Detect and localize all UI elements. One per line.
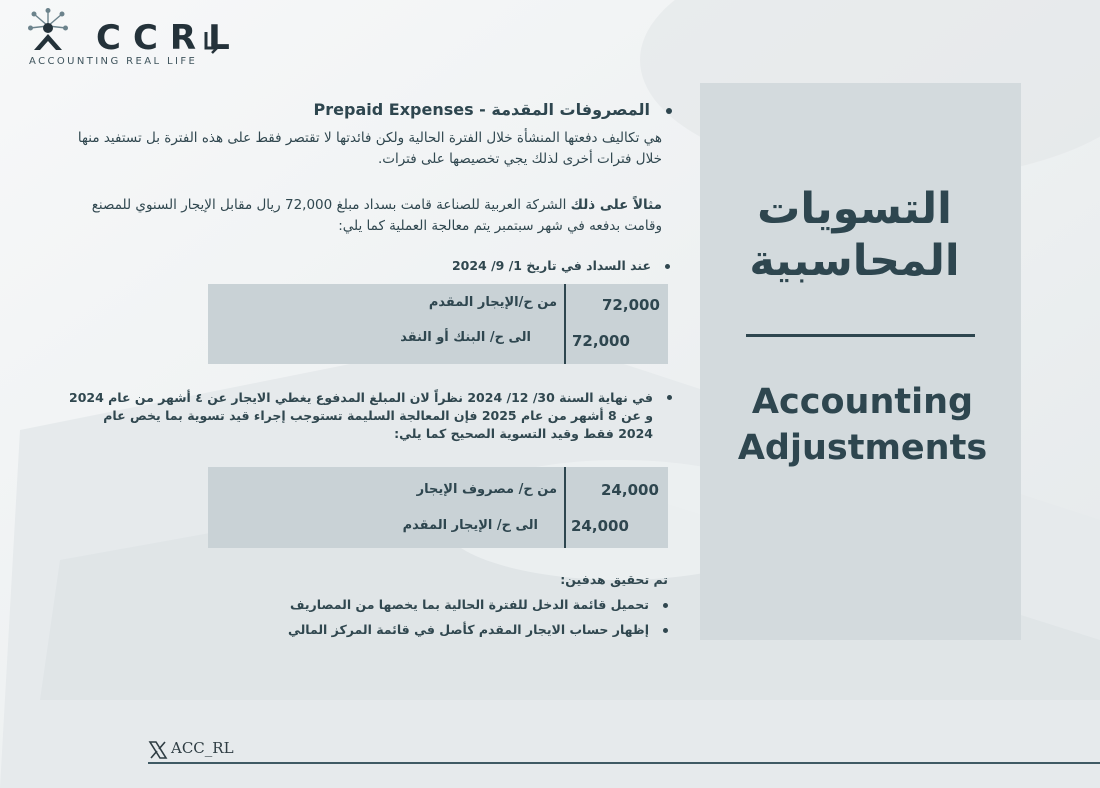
x-icon[interactable] <box>148 740 168 760</box>
bullet-dot <box>665 264 670 269</box>
entry2-credit-account: الى ح/ الإيجار المقدم <box>402 518 538 533</box>
example-text: الشركة العربية للصناعة قامت بسداد مبلغ 72,000 ريال مقابل الإيجار السنوي للمصنع وقامت بدفعه في شهر سبتمبر يتم معالجة العملية كما يلي: <box>91 197 662 234</box>
logo-wordmark: CCRL <box>96 18 242 58</box>
definition-paragraph: هي تكاليف دفعتها المنشأة خلال الفترة الحالية ولكن فائدتها لا تقتصر فقط على هذه الفترة بل تستفيد منها خلال فترات أخرى لذلك يجي تخصيصها على فترات. <box>77 130 662 167</box>
entry1-debit-account: من ح/الإيجار المقدم <box>428 295 557 310</box>
panel-title-ar-line2: المحاسبية <box>749 236 960 286</box>
example-label: مثالاً على ذلك <box>570 197 662 213</box>
section-heading <box>72 100 672 119</box>
social-handle-link[interactable]: ACC_RL <box>171 739 234 757</box>
footer-divider <box>148 762 1100 764</box>
logo-tagline: ACCOUNTING REAL LIFE <box>29 56 198 67</box>
goal-item-1 <box>290 597 668 612</box>
entry1-credit-amount: 72,000 <box>572 332 630 350</box>
section-heading-text: المصروفات المقدمة - Prepaid Expenses <box>313 100 650 119</box>
goal-item-2 <box>288 622 668 637</box>
bullet-dot <box>667 395 672 400</box>
logo-people-icon <box>28 8 98 58</box>
logo-arrow-icon <box>204 30 218 54</box>
entry2-debit-account: من ح/ مصروف الإيجار <box>416 482 557 497</box>
payment-bullet <box>70 258 670 273</box>
example-paragraph <box>62 195 662 237</box>
goal-item-2-text: إظهار حساب الايجار المقدم كأصل في قائمة المركز المالي <box>287 622 649 637</box>
accrl-logo <box>28 8 242 70</box>
bullet-dot <box>663 603 668 608</box>
bullet-dot <box>663 628 668 633</box>
goals-title: تم تحقيق هدفين: <box>560 572 668 587</box>
bullet-dot <box>666 108 672 114</box>
panel-title-en-line1: Accounting <box>751 382 974 422</box>
payment-bullet-text: عند السداد في تاريخ 1/ 9/ 2024 <box>451 258 651 273</box>
adjustment-bullet <box>67 389 672 443</box>
title-panel <box>700 83 1021 640</box>
goal-item-1-text: تحميل قائمة الدخل للفترة الحالية بما يخصها من المصاريف <box>289 597 649 612</box>
panel-title-ar-line1: التسويات <box>757 184 952 234</box>
entry1-credit-account: الى ح/ البنك أو النقد <box>400 330 531 345</box>
entry2-credit-amount: 24,000 <box>571 517 629 535</box>
panel-title-en-line2: Adjustments <box>737 428 988 468</box>
entry-divider <box>564 467 566 548</box>
entry-divider <box>564 284 566 364</box>
journal-entry-adjustment <box>208 467 668 548</box>
journal-entry-payment <box>208 284 668 364</box>
entry2-debit-amount: 24,000 <box>601 481 659 499</box>
panel-divider <box>746 334 975 337</box>
adjustment-bullet-text: في نهاية السنة 30/ 12/ 2024 نظراً لان المبلغ المدفوع يغطي الايجار عن ٤ أشهر من عام 2024 و عن 8 أشهر من عام 2025 فإن المعالجة السليمة تستوجب إجراء قيد تسوية بما يخص عام 2024 فقط وقيد التسوية الصحيح كما يلي: <box>69 390 653 441</box>
entry1-debit-amount: 72,000 <box>602 296 660 314</box>
